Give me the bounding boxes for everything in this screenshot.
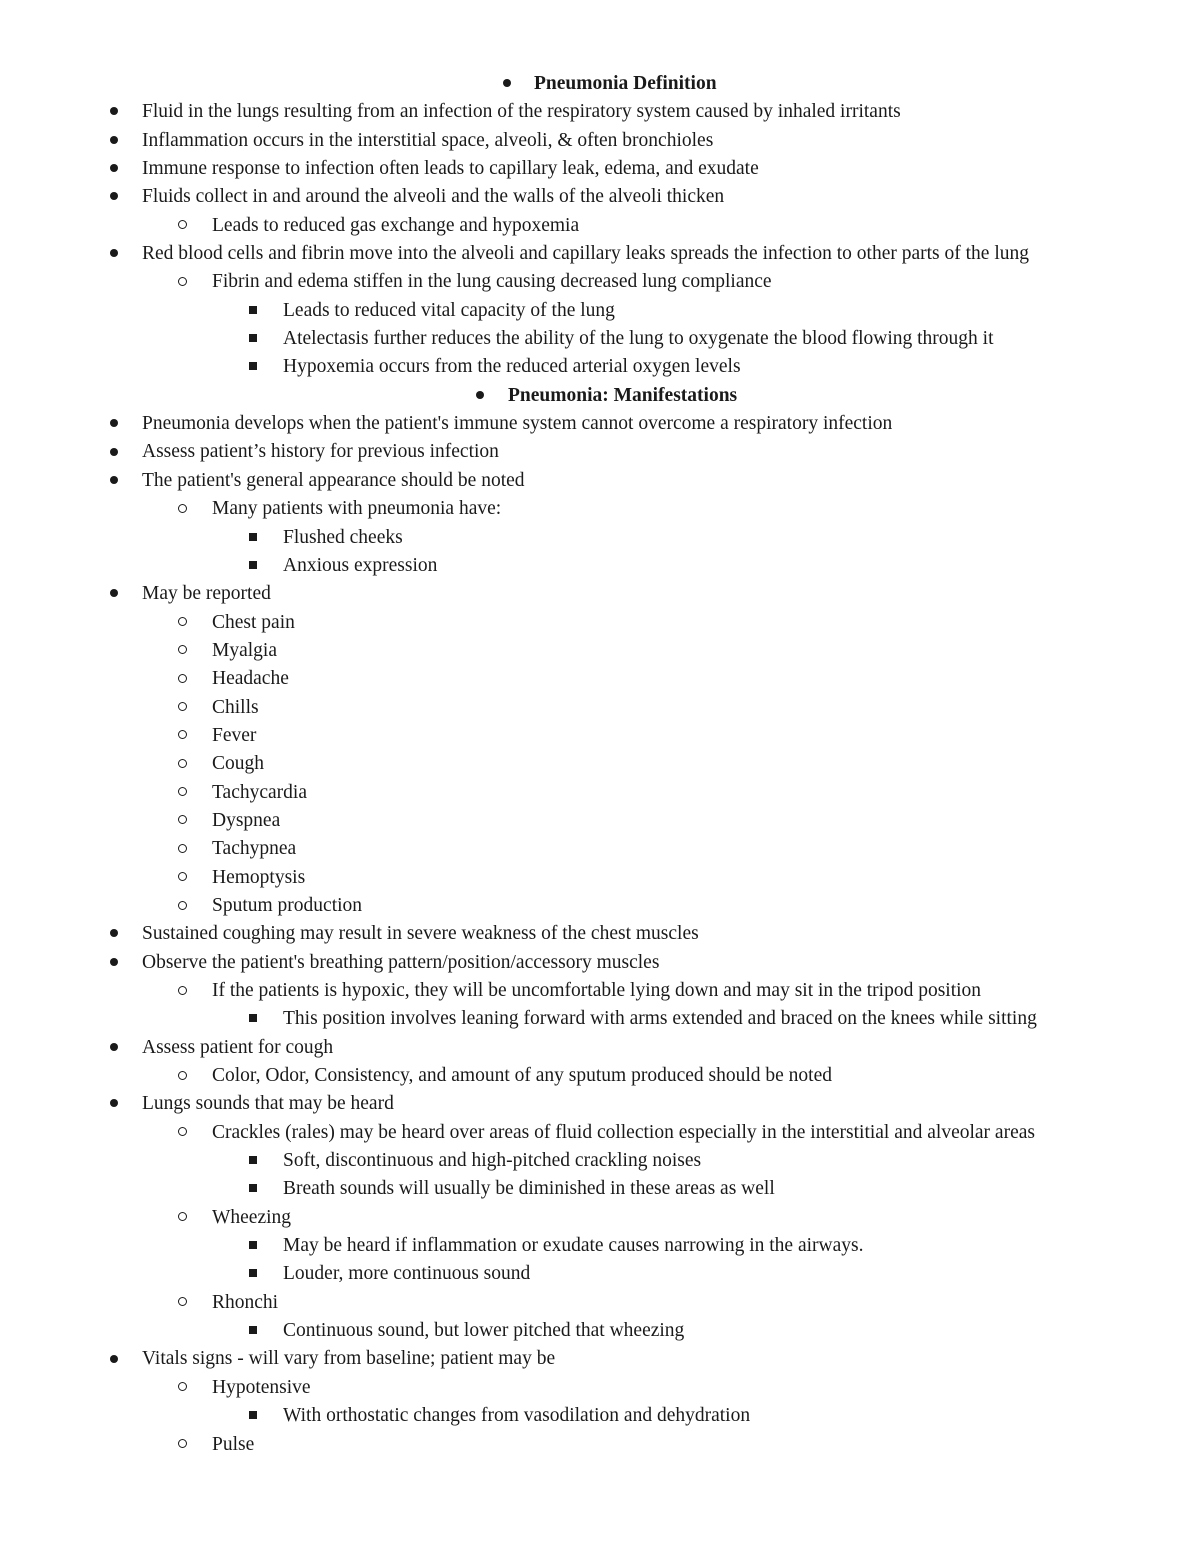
bullet-circle-icon bbox=[175, 665, 189, 693]
list-item: Immune response to infection often leads to capillary leak, edema, and exudate bbox=[0, 155, 1200, 183]
bullet-circle-icon bbox=[175, 495, 189, 523]
bullet-disc-icon bbox=[107, 1034, 121, 1062]
list-item: Crackles (rales) may be heard over areas of fluid collection especially in the interstitial and alveolar areas bbox=[0, 1119, 1200, 1147]
list-item: Flushed cheeks bbox=[0, 524, 1200, 552]
document-page bbox=[0, 70, 1200, 1459]
bullet-circle-icon bbox=[175, 779, 189, 807]
bullet-circle-icon bbox=[175, 1374, 189, 1402]
bullet-disc-icon bbox=[107, 127, 121, 155]
bullet-circle-icon bbox=[175, 1289, 189, 1317]
bullet-circle-icon bbox=[175, 212, 189, 240]
heading-text: Pneumonia: Manifestations bbox=[508, 384, 738, 406]
list-item: Anxious expression bbox=[0, 552, 1200, 580]
bullet-square-icon bbox=[246, 552, 260, 580]
heading-text: Pneumonia Definition bbox=[534, 73, 717, 94]
list-item: Many patients with pneumonia have: bbox=[0, 495, 1200, 523]
bullet-square-icon bbox=[246, 1147, 260, 1175]
bullet-disc-icon bbox=[107, 183, 121, 211]
bullet-disc-icon bbox=[107, 98, 121, 126]
bullet-circle-icon bbox=[175, 892, 189, 920]
list-item: Fluid in the lungs resulting from an infection of the respiratory system caused by inhaled irritants bbox=[0, 98, 1200, 126]
bullet-circle-icon bbox=[175, 977, 189, 1005]
bullet-disc-icon bbox=[107, 410, 121, 438]
bullet-circle-icon bbox=[175, 807, 189, 835]
list-item: Leads to reduced gas exchange and hypoxemia bbox=[0, 212, 1200, 240]
list-item: Chills bbox=[0, 694, 1200, 722]
list-item: Soft, discontinuous and high-pitched crackling noises bbox=[0, 1147, 1200, 1175]
bullet-square-icon bbox=[246, 1317, 260, 1345]
list-item: Color, Odor, Consistency, and amount of any sputum produced should be noted bbox=[0, 1062, 1200, 1090]
bullet-square-icon bbox=[246, 1175, 260, 1203]
bullet-square-icon bbox=[246, 1402, 260, 1430]
bullet-circle-icon bbox=[175, 1204, 189, 1232]
bullet-disc-icon bbox=[500, 70, 514, 98]
list-item: Louder, more continuous sound bbox=[0, 1260, 1200, 1288]
list-item: Pulse bbox=[0, 1431, 1200, 1459]
bullet-disc-icon bbox=[107, 920, 121, 948]
list-item: Hemoptysis bbox=[0, 864, 1200, 892]
list-item: Sputum production bbox=[0, 892, 1200, 920]
list-item: Tachycardia bbox=[0, 779, 1200, 807]
list-item: Assess patient’s history for previous infection bbox=[0, 438, 1200, 466]
list-item: Tachypnea bbox=[0, 835, 1200, 863]
list-item: Continuous sound, but lower pitched that wheezing bbox=[0, 1317, 1200, 1345]
list-item: Dyspnea bbox=[0, 807, 1200, 835]
bullet-circle-icon bbox=[175, 1119, 189, 1147]
list-item: Observe the patient's breathing pattern/position/accessory muscles bbox=[0, 949, 1200, 977]
list-item: Myalgia bbox=[0, 637, 1200, 665]
list-item: Hypotensive bbox=[0, 1374, 1200, 1402]
list-item: Chest pain bbox=[0, 609, 1200, 637]
bullet-circle-icon bbox=[175, 694, 189, 722]
bullet-square-icon bbox=[246, 353, 260, 381]
bullet-circle-icon bbox=[175, 750, 189, 778]
list-item: Fluids collect in and around the alveoli and the walls of the alveoli thicken bbox=[0, 183, 1200, 211]
bullet-disc-icon bbox=[107, 949, 121, 977]
section-heading bbox=[0, 382, 1200, 410]
list-item: The patient's general appearance should be noted bbox=[0, 467, 1200, 495]
list-item: This position involves leaning forward with arms extended and braced on the knees while sitting bbox=[0, 1005, 1200, 1033]
bullet-circle-icon bbox=[175, 835, 189, 863]
list-item: Leads to reduced vital capacity of the lung bbox=[0, 297, 1200, 325]
bullet-disc-icon bbox=[107, 580, 121, 608]
bullet-circle-icon bbox=[175, 637, 189, 665]
list-item: Breath sounds will usually be diminished in these areas as well bbox=[0, 1175, 1200, 1203]
list-item: Lungs sounds that may be heard bbox=[0, 1090, 1200, 1118]
list-item: Hypoxemia occurs from the reduced arterial oxygen levels bbox=[0, 353, 1200, 381]
bullet-circle-icon bbox=[175, 722, 189, 750]
list-item: Cough bbox=[0, 750, 1200, 778]
bullet-square-icon bbox=[246, 524, 260, 552]
bullet-square-icon bbox=[246, 1232, 260, 1260]
bullet-square-icon bbox=[246, 1005, 260, 1033]
bullet-square-icon bbox=[246, 1260, 260, 1288]
bullet-disc-icon bbox=[107, 1090, 121, 1118]
list-item: Pneumonia develops when the patient's immune system cannot overcome a respiratory infection bbox=[0, 410, 1200, 438]
bullet-disc-icon bbox=[107, 155, 121, 183]
list-item: With orthostatic changes from vasodilation and dehydration bbox=[0, 1402, 1200, 1430]
bullet-square-icon bbox=[246, 325, 260, 353]
bullet-circle-icon bbox=[175, 1431, 189, 1459]
bullet-disc-icon bbox=[107, 438, 121, 466]
section-heading bbox=[0, 70, 1200, 98]
bullet-circle-icon bbox=[175, 268, 189, 296]
bullet-disc-icon bbox=[473, 382, 487, 410]
list-item: Assess patient for cough bbox=[0, 1034, 1200, 1062]
list-item: Wheezing bbox=[0, 1204, 1200, 1232]
list-item: May be reported bbox=[0, 580, 1200, 608]
bullet-disc-icon bbox=[107, 467, 121, 495]
bullet-disc-icon bbox=[107, 1345, 121, 1373]
bullet-circle-icon bbox=[175, 609, 189, 637]
bullet-circle-icon bbox=[175, 1062, 189, 1090]
list-item: Rhonchi bbox=[0, 1289, 1200, 1317]
list-item: Sustained coughing may result in severe weakness of the chest muscles bbox=[0, 920, 1200, 948]
list-item: May be heard if inflammation or exudate causes narrowing in the airways. bbox=[0, 1232, 1200, 1260]
bullet-circle-icon bbox=[175, 864, 189, 892]
list-item: Vitals signs - will vary from baseline; patient may be bbox=[0, 1345, 1200, 1373]
list-item: Fibrin and edema stiffen in the lung causing decreased lung compliance bbox=[0, 268, 1200, 296]
list-item: Fever bbox=[0, 722, 1200, 750]
list-item: Inflammation occurs in the interstitial space, alveoli, & often bronchioles bbox=[0, 127, 1200, 155]
bullet-square-icon bbox=[246, 297, 260, 325]
list-item: Red blood cells and fibrin move into the alveoli and capillary leaks spreads the infection to other parts of the lung bbox=[0, 240, 1200, 268]
bullet-disc-icon bbox=[107, 240, 121, 268]
list-item: If the patients is hypoxic, they will be uncomfortable lying down and may sit in the tripod position bbox=[0, 977, 1200, 1005]
list-item: Headache bbox=[0, 665, 1200, 693]
list-item: Atelectasis further reduces the ability of the lung to oxygenate the blood flowing through it bbox=[0, 325, 1200, 353]
